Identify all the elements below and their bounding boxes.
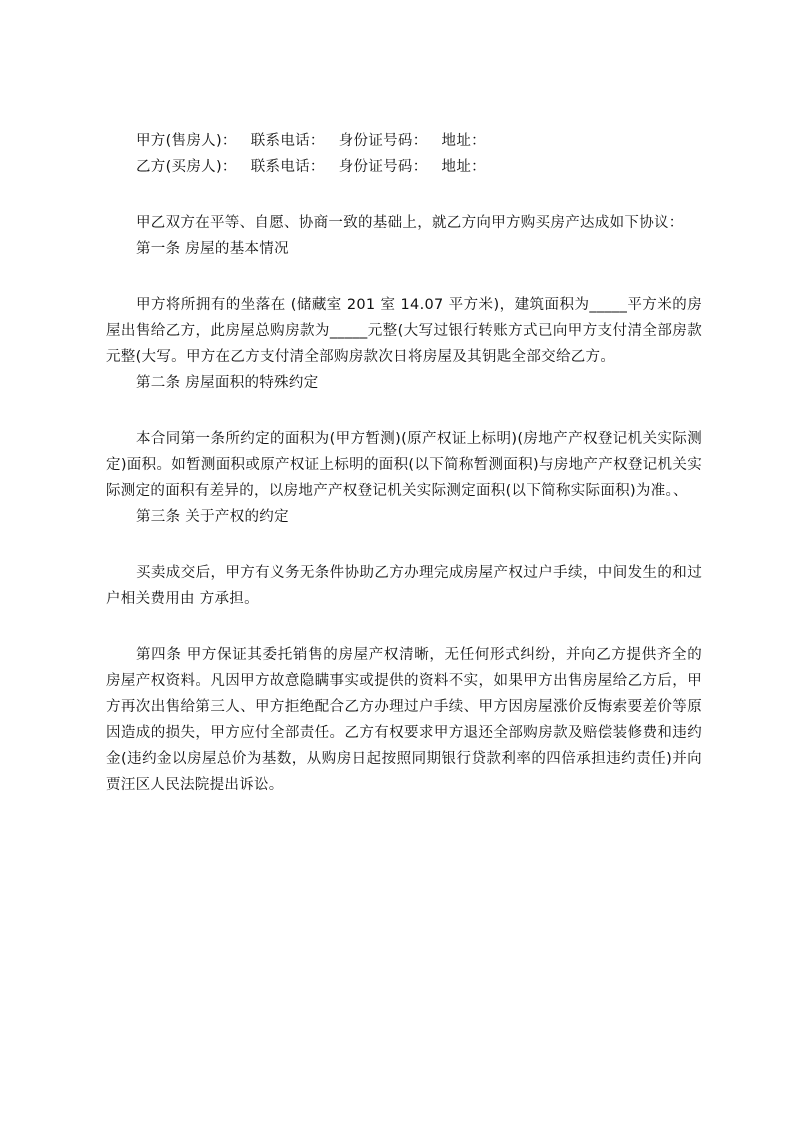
party-b-info-line bbox=[106, 154, 702, 180]
article-3-body: 买卖成交后，甲方有义务无条件协助乙方办理完成房屋产权过户手续，中间发生的和过户相关费用由 方承担。 bbox=[106, 565, 702, 607]
party-a-info-line bbox=[106, 128, 702, 154]
article-1-body: 甲方将所拥有的坐落在 (储藏室 201 室 14.07 平方米)，建筑面积为_____平方米的房屋出售给乙方，此房屋总购房款为_____元整(大写过银行转账方式已向甲方支付清全部房款元整(大写。甲方在乙方支付清全部购房款次日将房屋及其钥匙全部交给乙方。 bbox=[106, 297, 702, 365]
party-a-id-label: 身份证号码： bbox=[338, 133, 428, 149]
article-2-title: 第二条 房屋面积的特殊约定 bbox=[136, 375, 319, 391]
party-b-label: 乙方(买房人)： bbox=[136, 159, 237, 175]
intro-paragraph: 甲乙双方在平等、自愿、协商一致的基础上，就乙方向甲方购买房产达成如下协议： bbox=[136, 215, 684, 231]
contract-body bbox=[106, 128, 702, 798]
party-b-id-label: 身份证号码： bbox=[338, 159, 428, 175]
party-b-address-label: 地址： bbox=[441, 159, 486, 175]
article-2-body: 本合同第一条所约定的面积为(甲方暂测)(原产权证上标明)(房地产产权登记机关实际测定)面积。如暂测面积或原产权证上标明的面积(以下简称暂测面积)与房地产产权登记机关实际测定的面积有差异的，以房地产产权登记机关实际测定面积(以下简称实际面积)为准。、 bbox=[106, 431, 702, 499]
party-b-phone-label: 联系电话： bbox=[250, 159, 325, 175]
party-a-address-label: 地址： bbox=[441, 133, 486, 149]
party-a-label: 甲方(售房人)： bbox=[136, 133, 237, 149]
article-4-body: 第四条 甲方保证其委托销售的房屋产权清晰，无任何形式纠纷，并向乙方提供齐全的房屋产权资料。凡因甲方故意隐瞒事实或提供的资料不实，如果甲方出售房屋给乙方后，甲方再次出售给第三人、甲方拒绝配合乙方办理过户手续、甲方因房屋涨价反悔索要差价等原因造成的损失，甲方应付全部责任。乙方有权要求甲方退还全部购房款及赔偿装修费和违约金(违约金以房屋总价为基数，从购房日起按照同期银行贷款利率的四倍承担违约责任)并向贾汪区人民法院提出诉讼。 bbox=[106, 647, 702, 793]
article-3-title: 第三条 关于产权的约定 bbox=[136, 509, 289, 525]
article-1-title: 第一条 房屋的基本情况 bbox=[136, 241, 289, 257]
party-a-phone-label: 联系电话： bbox=[250, 133, 325, 149]
